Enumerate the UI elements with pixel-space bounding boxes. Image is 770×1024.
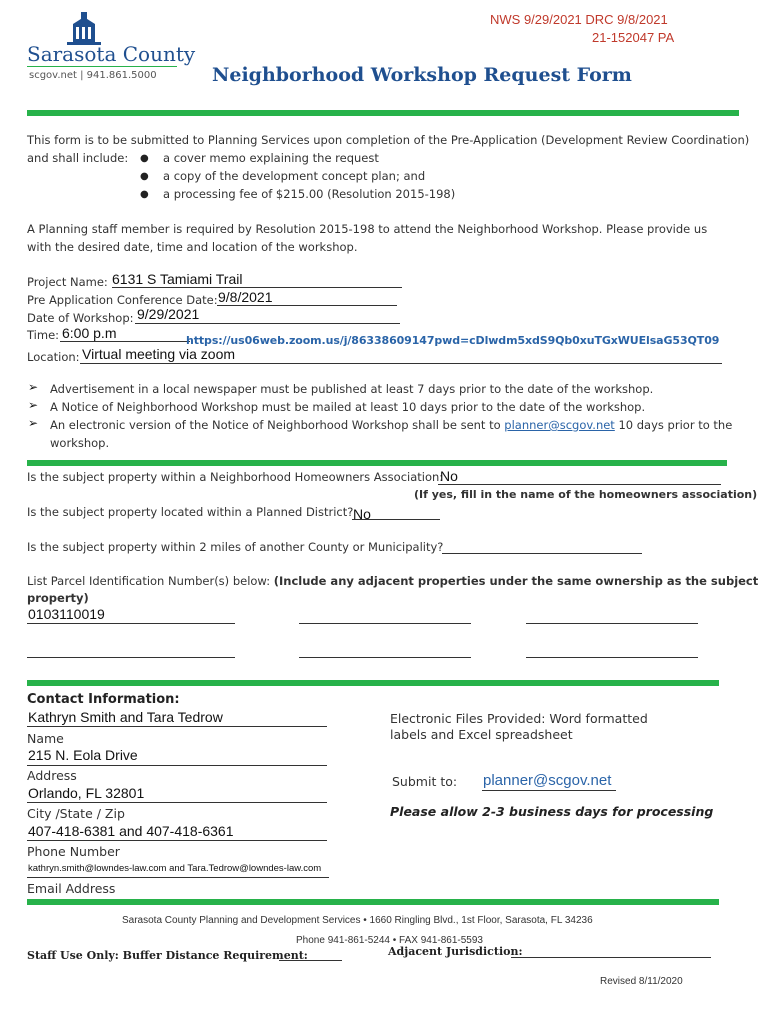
intro-para-1: A Planning staff member is required by Resolution 2015-198 to attend the Neighborhood Workshop. Please provide us	[27, 222, 708, 236]
zoom-url-link[interactable]: https://us06web.zoom.us/j/86338609147pwd=cDlwdm5xdS9Qb0xuTGxWUElsaG53QT09	[186, 334, 720, 347]
processing-note: Please allow 2-3 business days for processing	[390, 804, 714, 819]
arrow-3-icon: ➢	[28, 416, 39, 430]
parcel-note-2: property)	[27, 591, 89, 605]
project-name-line	[112, 287, 402, 288]
stamp-line-2: 21-152047 PA	[592, 30, 675, 45]
jurisdiction-line	[511, 957, 711, 958]
files-provided-2: labels and Excel spreadsheet	[390, 727, 573, 742]
footer-address: Sarasota County Planning and Development Services • 1660 Ringling Blvd., 1st Floor, Sarasota, FL 34236	[122, 915, 593, 926]
contact-city-value[interactable]: Orlando, FL 32801	[28, 785, 145, 801]
hoa-note: (If yes, fill in the name of the homeowners association)	[414, 488, 758, 501]
divider-bar-top	[27, 110, 739, 116]
logo-contact: scgov.net | 941.861.5000	[29, 70, 157, 81]
location-line	[80, 363, 722, 364]
contact-address-value[interactable]: 215 N. Eola Drive	[28, 747, 138, 763]
contact-heading: Contact Information:	[27, 692, 180, 707]
contact-address-label: Address	[27, 768, 77, 783]
intro-line-2: and shall include:	[27, 151, 129, 165]
time-label: Time:	[27, 328, 60, 342]
county-label: Is the subject property within 2 miles of another County or Municipality?	[27, 540, 444, 554]
requirement-3-line-2: workshop.	[50, 436, 110, 450]
location-label: Location:	[27, 350, 80, 364]
planner-email-link[interactable]: planner@scgov.net	[504, 418, 615, 432]
parcel-line-6	[526, 657, 698, 658]
hoa-label: Is the subject property within a Neighborhood Homeowners Association:	[27, 470, 444, 484]
parcel-line-4	[27, 657, 235, 658]
submit-email-link[interactable]: planner@scgov.net	[483, 772, 612, 789]
revised-date: Revised 8/11/2020	[600, 976, 683, 987]
time-line	[60, 341, 190, 342]
staff-use-label: Staff Use Only: Buffer Distance Requirement:	[27, 949, 308, 962]
parcel-line-1	[27, 623, 235, 624]
preapp-value[interactable]: 9/8/2021	[218, 289, 273, 305]
submit-label: Submit to:	[392, 774, 458, 789]
contact-city-line	[27, 802, 327, 803]
contact-email-line	[27, 877, 329, 878]
workshop-date-value[interactable]: 9/29/2021	[137, 306, 200, 322]
logo-name: Sarasota County	[27, 42, 196, 66]
workshop-date-label: Date of Workshop:	[27, 311, 134, 325]
contact-email-label: Email Address	[27, 881, 116, 896]
arrow-2-icon: ➢	[28, 398, 39, 412]
contact-name-label: Name	[27, 731, 64, 746]
county-logo	[27, 12, 196, 81]
contact-name-value[interactable]: Kathryn Smith and Tara Tedrow	[28, 709, 223, 725]
bullet-1-icon: ●	[140, 153, 149, 164]
jurisdiction-label: Adjacent Jurisdiction:	[388, 945, 523, 958]
requirement-2: A Notice of Neighborhood Workshop must be mailed at least 10 days prior to the date of the workshop.	[50, 400, 646, 414]
contact-name-line	[27, 726, 327, 727]
hoa-line	[438, 484, 721, 485]
parcel-line-3	[526, 623, 698, 624]
parcel-value-1[interactable]: 0103110019	[28, 606, 105, 622]
contact-address-line	[27, 765, 327, 766]
parcel-note: (Include any adjacent properties under the same ownership as the subject	[273, 574, 759, 588]
bullet-3-icon: ●	[140, 189, 149, 200]
project-name-value[interactable]: 6131 S Tamiami Trail	[112, 271, 243, 287]
files-provided-1: Electronic Files Provided: Word formatted	[390, 711, 648, 726]
intro-bullet-2: a copy of the development concept plan; and	[163, 169, 426, 183]
staff-use-line	[279, 960, 342, 961]
planned-line	[352, 519, 440, 520]
location-value[interactable]: Virtual meeting via zoom	[82, 346, 236, 362]
contact-phone-value[interactable]: 407-418-6381 and 407-418-6361	[28, 823, 234, 839]
divider-bar-mid	[27, 460, 727, 466]
building-icon	[59, 12, 109, 46]
county-line	[442, 553, 642, 554]
contact-email-value[interactable]: kathryn.smith@lowndes-law.com and Tara.Tedrow@lowndes-law.com	[28, 863, 322, 874]
preapp-label: Pre Application Conference Date:	[27, 293, 218, 307]
page-title: Neighborhood Workshop Request Form	[212, 64, 632, 86]
footer-phone: Phone 941-861-5244 • FAX 941-861-5593	[296, 935, 483, 946]
contact-city-label: City /State / Zip	[27, 806, 125, 821]
time-value[interactable]: 6:00 p.m	[62, 325, 117, 341]
planned-label: Is the subject property located within a Planned District?	[27, 505, 354, 519]
preapp-line	[217, 305, 397, 306]
intro-bullet-3: a processing fee of $215.00 (Resolution 2015-198)	[163, 187, 456, 201]
parcel-label	[27, 574, 758, 588]
divider-bar-contact	[27, 680, 719, 686]
hoa-value[interactable]: No	[440, 468, 458, 484]
parcel-line-2	[299, 623, 471, 624]
workshop-date-line	[135, 323, 400, 324]
logo-divider	[27, 66, 177, 67]
intro-para-2: with the desired date, time and location of the workshop.	[27, 240, 358, 254]
bullet-2-icon: ●	[140, 171, 149, 182]
submit-email-line	[482, 790, 616, 791]
intro-bullet-1: a cover memo explaining the request	[163, 151, 379, 165]
contact-phone-line	[27, 840, 327, 841]
requirement-3-prefix: An electronic version of the Notice of Neighborhood Workshop shall be sent to	[50, 418, 501, 432]
requirement-1: Advertisement in a local newspaper must be published at least 7 days prior to the date of the workshop.	[50, 382, 654, 396]
requirement-3	[50, 418, 732, 432]
contact-phone-label: Phone Number	[27, 844, 120, 859]
divider-bar-bottom	[27, 899, 719, 905]
requirement-3-suffix: 10 days prior to the	[618, 418, 733, 432]
stamp-line-1: NWS 9/29/2021 DRC 9/8/2021	[490, 12, 668, 27]
parcel-line-5	[299, 657, 471, 658]
parcel-label-text: List Parcel Identification Number(s) below:	[27, 574, 271, 588]
planned-value[interactable]: No	[353, 506, 371, 522]
project-name-label: Project Name:	[27, 275, 108, 289]
arrow-1-icon: ➢	[28, 380, 39, 394]
intro-line-1: This form is to be submitted to Planning Services upon completion of the Pre-Application (Development Review Coordination)	[27, 133, 750, 147]
